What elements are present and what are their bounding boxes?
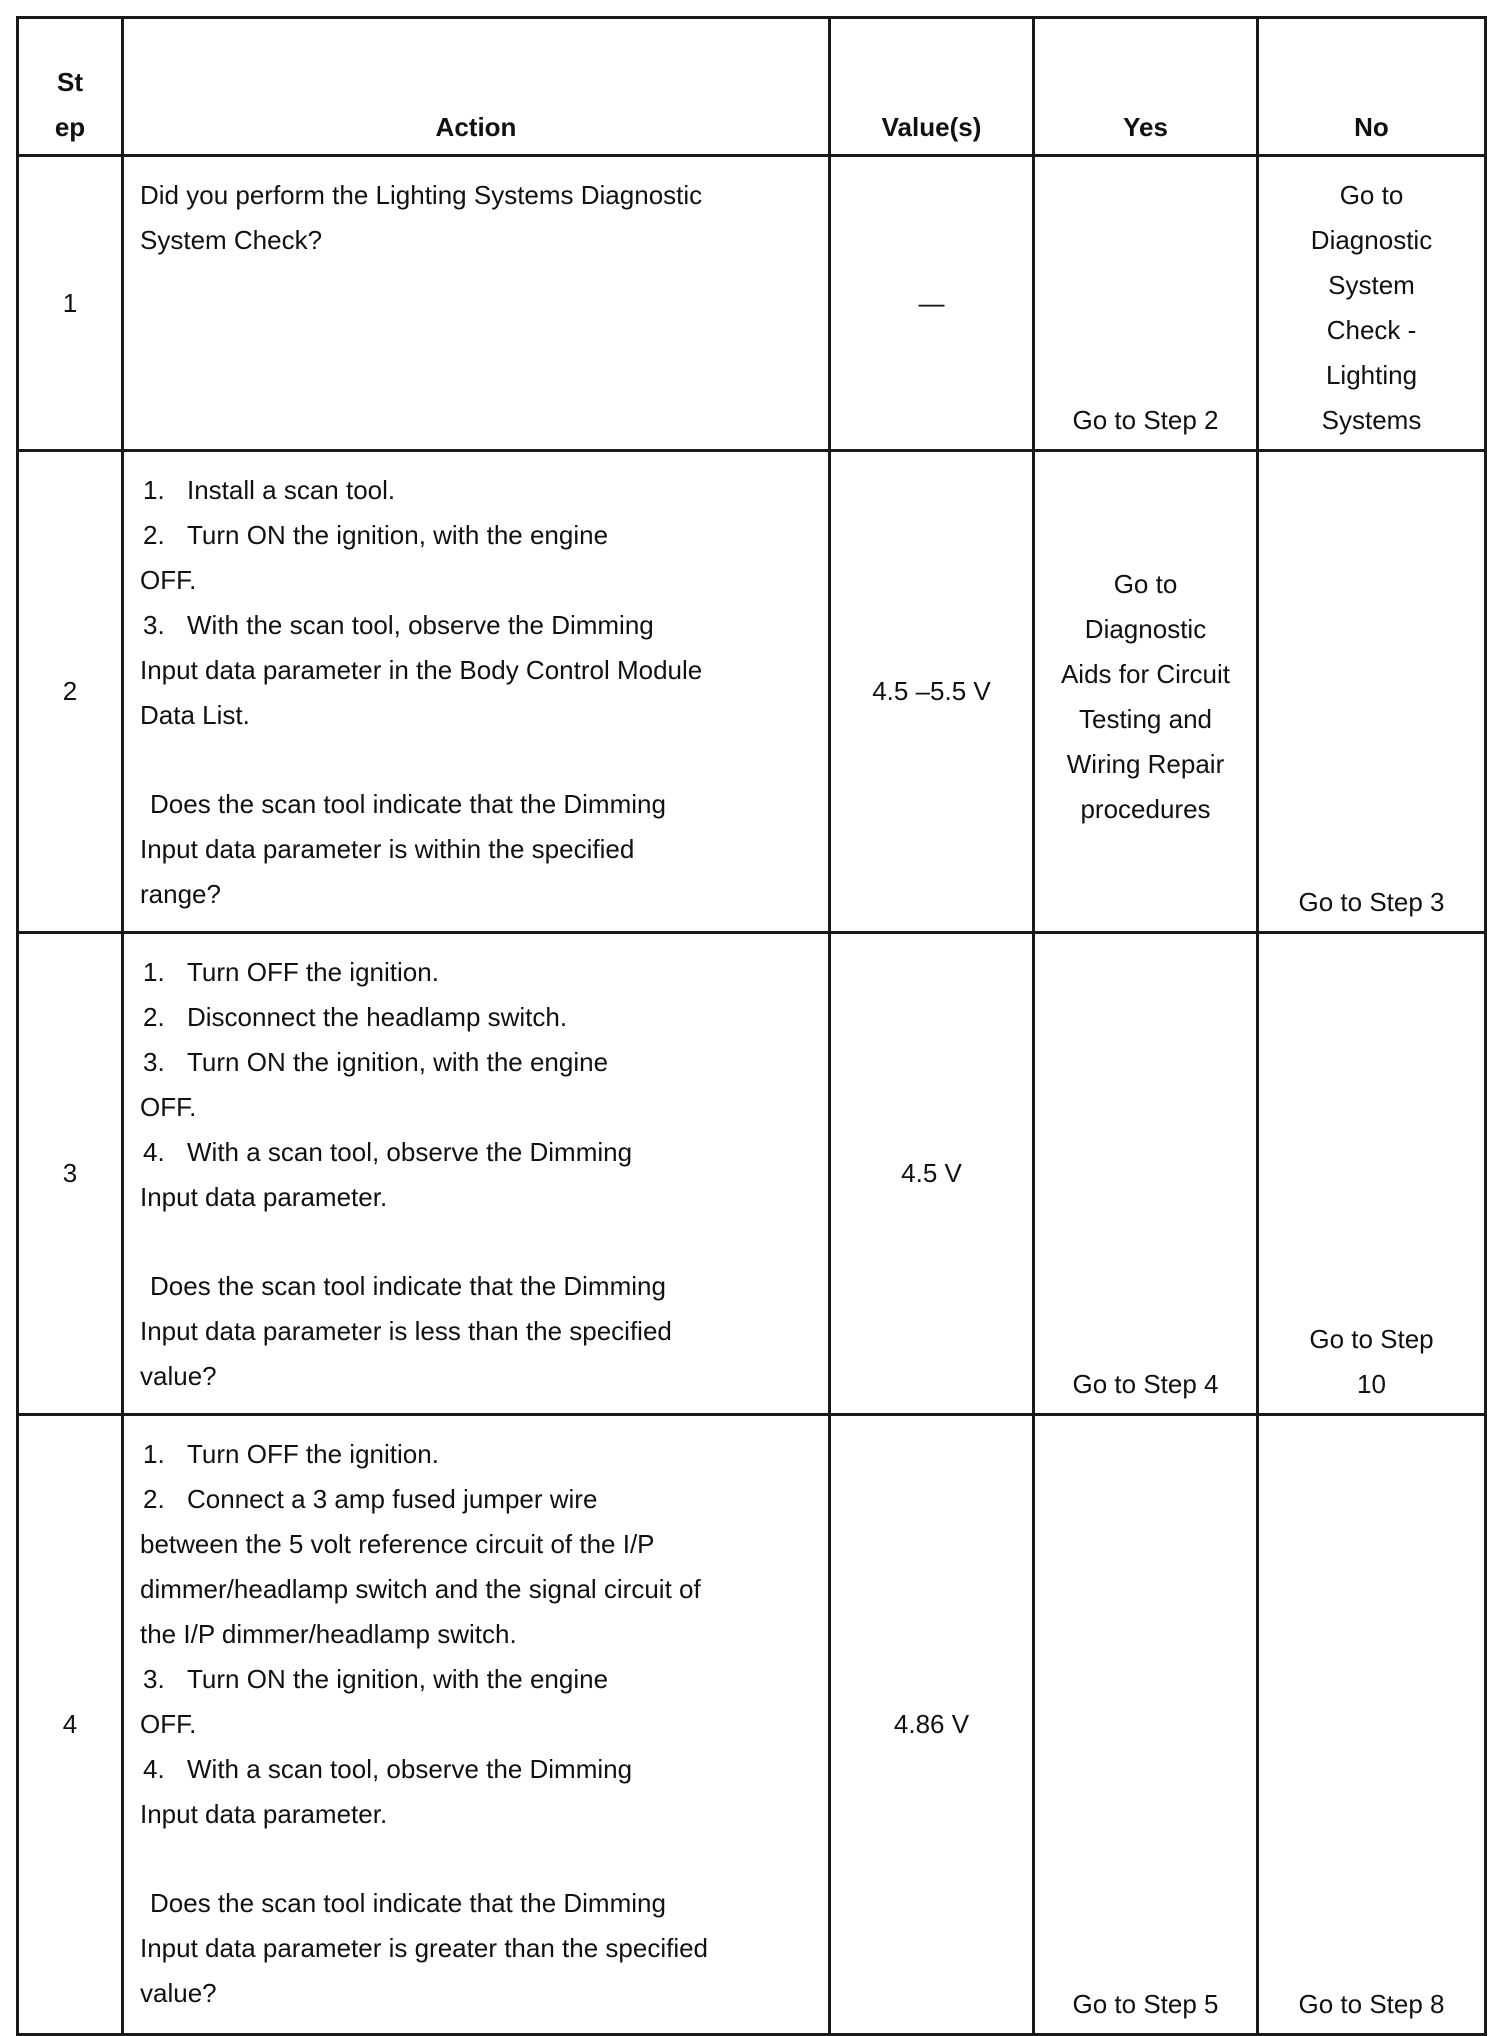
action-step-item: 2. Turn ON the ignition, with the engine — [143, 520, 609, 550]
table-row — [18, 933, 1486, 1415]
diagnostic-table — [16, 16, 1487, 2036]
yes-cell: Go to Diagnostic Aids for Circuit Testing and Wiring Repair procedures — [1034, 451, 1258, 933]
action-question: Does the scan tool indicate that the Dimming — [150, 1888, 666, 1918]
value-cell: 4.5 V — [830, 933, 1034, 1415]
action-step-item: 1. Turn OFF the ignition. — [143, 957, 439, 987]
step-number: 3 — [18, 933, 123, 1415]
action-step-item: 2. Disconnect the headlamp switch. — [143, 1002, 568, 1032]
action-cell: 1. Turn OFF the ignition. 2. Disconnect the headlamp switch. 3. Turn ON the ignition, with the engine OFF. 4. With a scan tool, observe the Dimming Input data parameter. Does the scan tool indicate that the Dimming Input data parameter is less than the specified value? — [123, 933, 830, 1415]
step-number: 4 — [18, 1415, 123, 2035]
yes-cell: Go to Step 5 — [1034, 1415, 1258, 2035]
action-step-item: 3. With the scan tool, observe the Dimming — [143, 610, 654, 640]
header-yes: Yes — [1034, 18, 1258, 156]
action-question: Does the scan tool indicate that the Dimming — [150, 789, 666, 819]
action-step-item: 3. Turn ON the ignition, with the engine — [143, 1047, 609, 1077]
action-step-item: 1. Install a scan tool. — [143, 475, 396, 505]
action-cell: 1. Install a scan tool. 2. Turn ON the ignition, with the engine OFF. 3. With the scan tool, observe the Dimming Input data parameter in the Body Control Module Data List. Does the scan tool indicate that the Dimming Input data parameter is within the specified range? — [123, 451, 830, 933]
action-step-item: 4. With a scan tool, observe the Dimming — [143, 1137, 633, 1167]
value-cell: — — [830, 156, 1034, 451]
no-cell: Go to Step 8 — [1258, 1415, 1486, 2035]
value-cell: 4.86 V — [830, 1415, 1034, 2035]
table-row — [18, 1415, 1486, 2035]
no-cell: Go to Diagnostic System Check - Lighting Systems — [1258, 156, 1486, 451]
action-cell: 1. Turn OFF the ignition. 2. Connect a 3 amp fused jumper wire between the 5 volt reference circuit of the I/P dimmer/headlamp switch and the signal circuit of the I/P dimmer/headlamp switch. 3. Turn ON the ignition, with the engine OFF. 4. With a scan tool, observe the Dimming Input data parameter. Does the scan tool indicate that the Dimming Input data parameter is greater than the specified value? — [123, 1415, 830, 2035]
table-row — [18, 451, 1486, 933]
action-step-item: 1. Turn OFF the ignition. — [143, 1439, 439, 1469]
action-step-item: 4. With a scan tool, observe the Dimming — [143, 1754, 633, 1784]
header-values: Value(s) — [830, 18, 1034, 156]
action-cell: Did you perform the Lighting Systems Diagnostic System Check? — [123, 156, 830, 451]
table-row — [18, 156, 1486, 451]
action-step-item: 3. Turn ON the ignition, with the engine — [143, 1664, 609, 1694]
no-cell: Go to Step 3 — [1258, 451, 1486, 933]
no-cell: Go to Step 10 — [1258, 933, 1486, 1415]
header-action: Action — [123, 18, 830, 156]
yes-cell: Go to Step 4 — [1034, 933, 1258, 1415]
action-step-item: 2. Connect a 3 amp fused jumper wire — [143, 1484, 598, 1514]
step-number: 1 — [18, 156, 123, 451]
yes-cell: Go to Step 2 — [1034, 156, 1258, 451]
header-step: St ep — [18, 18, 123, 156]
value-cell: 4.5 –5.5 V — [830, 451, 1034, 933]
step-number: 2 — [18, 451, 123, 933]
action-question: Does the scan tool indicate that the Dimming — [150, 1271, 666, 1301]
header-row — [18, 18, 1486, 156]
header-no: No — [1258, 18, 1486, 156]
